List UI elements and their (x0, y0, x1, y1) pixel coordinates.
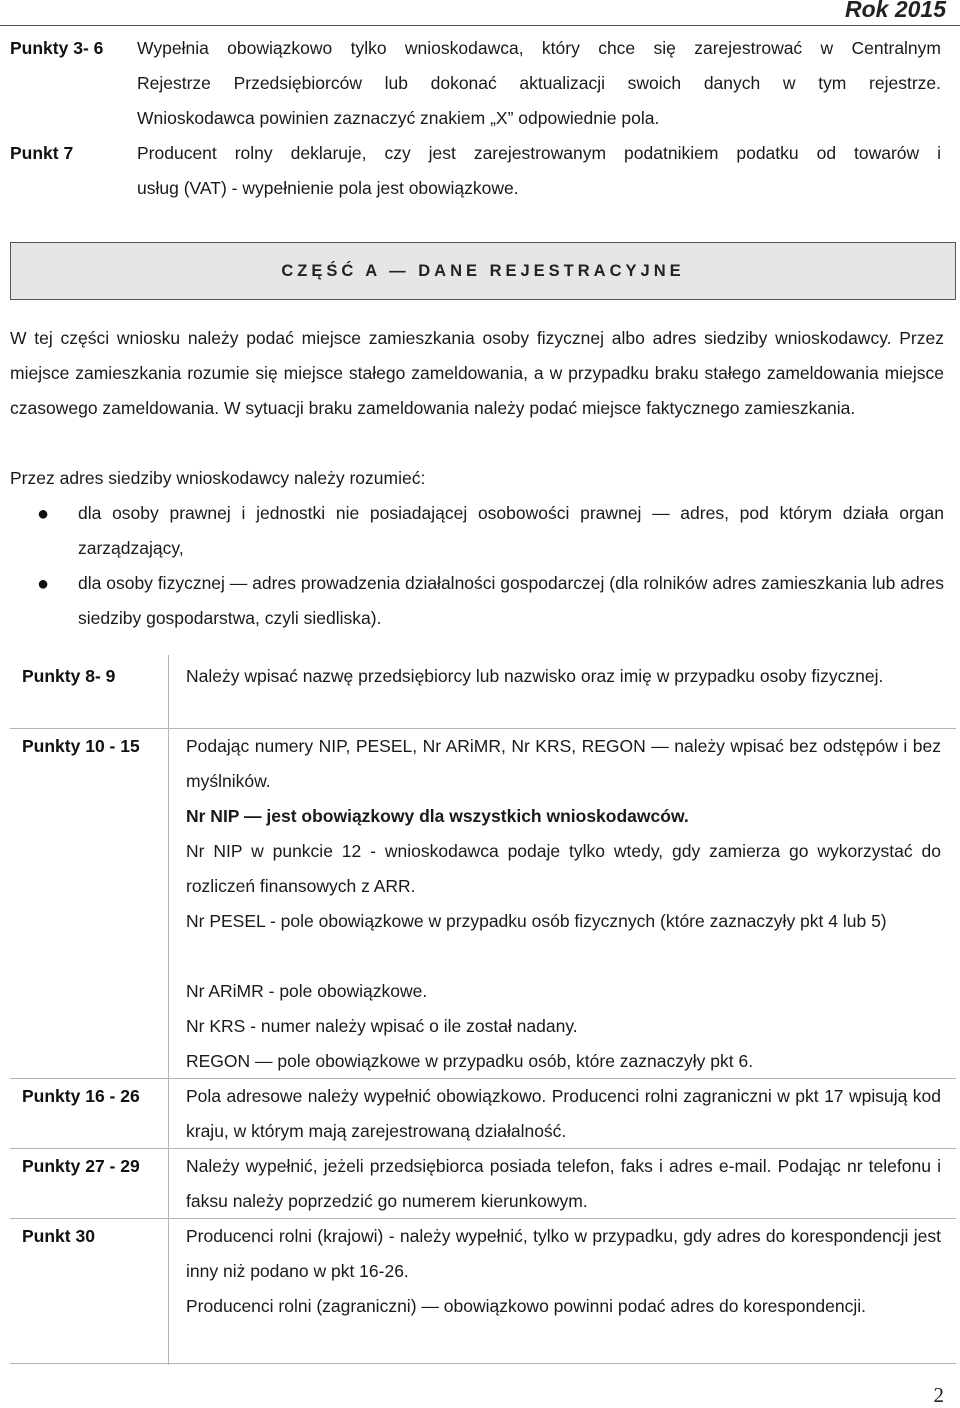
table-bottom-border (10, 1363, 956, 1364)
section-paragraph-intro: Przez adres siedziby wnioskodawcy należy rozumieć: (10, 468, 426, 488)
row-text: REGON — pole obowiązkowe w przypadku osób, które zaznaczyły pkt 6. (186, 1051, 754, 1071)
row-label-punkt-30: Punkt 30 (22, 1226, 95, 1246)
table-column-divider (168, 655, 169, 1365)
row-text: Producenci rolni (zagraniczni) — obowiązkowo powinni podać adres do korespondencji. (186, 1296, 866, 1316)
row-text: Należy wpisać nazwę przedsiębiorcy lub nazwisko oraz imię w przypadku osoby fizycznej. (186, 666, 884, 686)
row-text: Nr PESEL - pole obowiązkowe w przypadku osób fizycznych (które zaznaczyły pkt 4 lub 5) (186, 911, 887, 931)
section-title: CZĘŚĆ A — DANE REJESTRACYJNE (281, 261, 685, 280)
row-text-emphasis: Nr NIP — jest obowiązkowy dla wszystkich wnioskodawców. (186, 806, 689, 826)
row-label-punkty-27-29: Punkty 27 - 29 (22, 1156, 140, 1176)
row-text-line: Wnioskodawca powinien zaznaczyć znakiem „X” odpowiednie pola. (137, 108, 660, 128)
row-text-line: Producent rolny deklaruje, czy jest zarejestrowanym podatnikiem podatku od towarów i (137, 143, 941, 163)
bullet-marker: ● (37, 503, 50, 525)
bullet-item: dla osoby prawnej i jednostki nie posiadającej osobowości prawnej — adres, pod którym działa organ zarządzający, (78, 503, 944, 558)
row-text: Nr ARiMR - pole obowiązkowe. (186, 981, 428, 1001)
row-label-punkty-16-26: Punkty 16 - 26 (22, 1086, 140, 1106)
page-number: 2 (933, 1383, 944, 1407)
bullet-item: dla osoby fizycznej — adres prowadzenia działalności gospodarczej (dla rolników adres zamieszkania lub adres siedziby gospodarstwa, czyli siedliska). (78, 573, 944, 628)
row-text-line: Rejestrze Przedsiębiorców lub dokonać aktualizacji swoich danych w tym rejestrze. (137, 73, 941, 93)
row-text-line: usług (VAT) - wypełnienie pola jest obowiązkowe. (137, 178, 519, 198)
row-label-punkt-7: Punkt 7 (10, 143, 74, 163)
bullet-marker: ● (37, 573, 50, 595)
header-rule (0, 25, 960, 26)
row-text-line: Wypełnia obowiązkowo tylko wnioskodawca, który chce się zarejestrować w Centralnym (137, 38, 941, 58)
row-text: Podając numery NIP, PESEL, Nr ARiMR, Nr KRS, REGON — należy wpisać bez odstępów i bez myślników. (186, 736, 941, 791)
row-label-punkty-8-9: Punkty 8- 9 (22, 666, 116, 686)
row-text: Producenci rolni (krajowi) - należy wypełnić, tylko w przypadku, gdy adres do korespondencji jest inny niż podano w pkt 16-26. (186, 1226, 941, 1281)
section-paragraph: W tej części wniosku należy podać miejsce zamieszkania osoby fizycznej albo adres siedziby wnioskodawcy. Przez miejsce zamieszkania rozumie się miejsce stałego zameldowania, a w przypadku braku stałego zameldowania miejsce czasowego zameldowania. W sytuacji braku zameldowania należy podać miejsce faktycznego zamieszkania. (10, 328, 944, 418)
row-text: Pola adresowe należy wypełnić obowiązkowo. Producenci rolni zagraniczni w pkt 17 wpisują kod kraju, w którym mają zarejestrowaną działalność. (186, 1086, 941, 1141)
row-text: Nr KRS - numer należy wpisać o ile został nadany. (186, 1016, 578, 1036)
row-label-punkty-3-6: Punkty 3- 6 (10, 38, 104, 58)
row-text: Należy wypełnić, jeżeli przedsiębiorca posiada telefon, faks i adres e-mail. Podając nr telefonu i faksu należy poprzedzić go numerem kierunkowym. (186, 1156, 941, 1211)
document-year: Rok 2015 (844, 0, 946, 22)
row-text: Nr NIP w punkcie 12 - wnioskodawca podaje tylko wtedy, gdy zamierza go wykorzystać do rozliczeń finansowych z ARR. (186, 841, 941, 896)
section-header (10, 242, 956, 300)
row-label-punkty-10-15: Punkty 10 - 15 (22, 736, 140, 756)
